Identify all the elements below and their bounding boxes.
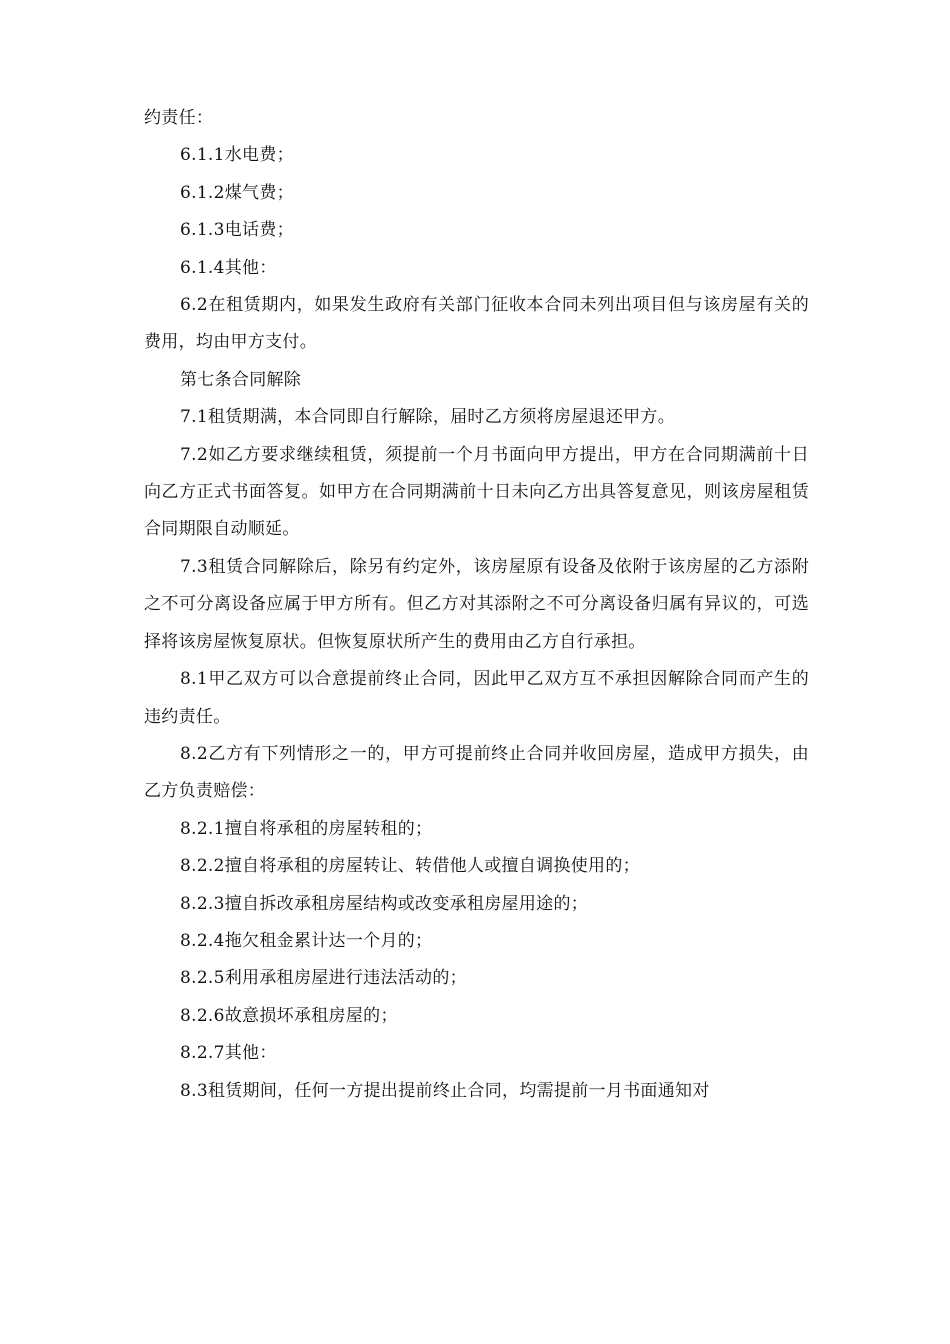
clause-8-2-7: 8.2.7其他：	[180, 1043, 277, 1064]
clause-8-1: 8.1甲乙双方可以合意提前终止合同，因此甲乙双方互不承担因解除合同而产生的违约责任。	[144, 669, 809, 727]
clause-8-2-5: 8.2.5利用承租房屋进行违法活动的；	[180, 968, 467, 989]
clause-8-2-1: 8.2.1擅自将承租的房屋转租的；	[180, 818, 433, 839]
clause-8-2-2: 8.2.2擅自将承租的房屋转让、转借他人或擅自调换使用的；	[180, 856, 640, 877]
clause-8-2-4: 8.2.4拖欠租金累计达一个月的；	[180, 930, 433, 951]
clause-8-2-6: 8.2.6故意损坏承租房屋的；	[180, 1005, 398, 1026]
clause-7-1: 7.1租赁期满，本合同即自行解除，届时乙方须将房屋退还甲方。	[180, 407, 676, 428]
clause-6-1-2: 6.1.2煤气费；	[180, 182, 294, 203]
clause-8-2: 8.2乙方有下列情形之一的，甲方可提前终止合同并收回房屋，造成甲方损失，由乙方负责赔偿：	[144, 743, 809, 802]
section-heading-article-7: 第七条合同解除	[180, 369, 302, 390]
clause-8-2-3: 8.2.3擅自拆改承租房屋结构或改变承租房屋用途的；	[180, 893, 589, 914]
clause-8-3: 8.3租赁期间，任何一方提出提前终止合同，均需提前一月书面通知对	[180, 1080, 710, 1101]
clause-7-3: 7.3租赁合同解除后，除另有约定外，该房屋原有设备及依附于该房屋的乙方添附之不可分离设备应属于甲方所有。但乙方对其添附之不可分离设备归属有异议的，可选择将该房屋恢复原状。但恢复原状所产生的费用由乙方自行承担。	[144, 556, 809, 652]
clause-6-1-1: 6.1.1水电费；	[180, 145, 294, 166]
document-body	[144, 100, 809, 1110]
paragraph-continuation: 约责任：	[144, 108, 214, 128]
clause-6-1-3: 6.1.3电话费；	[180, 220, 294, 241]
clause-6-2: 6.2在租赁期内，如果发生政府有关部门征收本合同未列出项目但与该房屋有关的费用，均由甲方支付。	[144, 295, 809, 353]
clause-6-1-4: 6.1.4其他：	[180, 257, 277, 278]
clause-7-2: 7.2如乙方要求继续租赁，须提前一个月书面向甲方提出，甲方在合同期满前十日向乙方正式书面答复。如甲方在合同期满前十日未向乙方出具答复意见，则该房屋租赁合同期限自动顺延。	[144, 444, 809, 540]
